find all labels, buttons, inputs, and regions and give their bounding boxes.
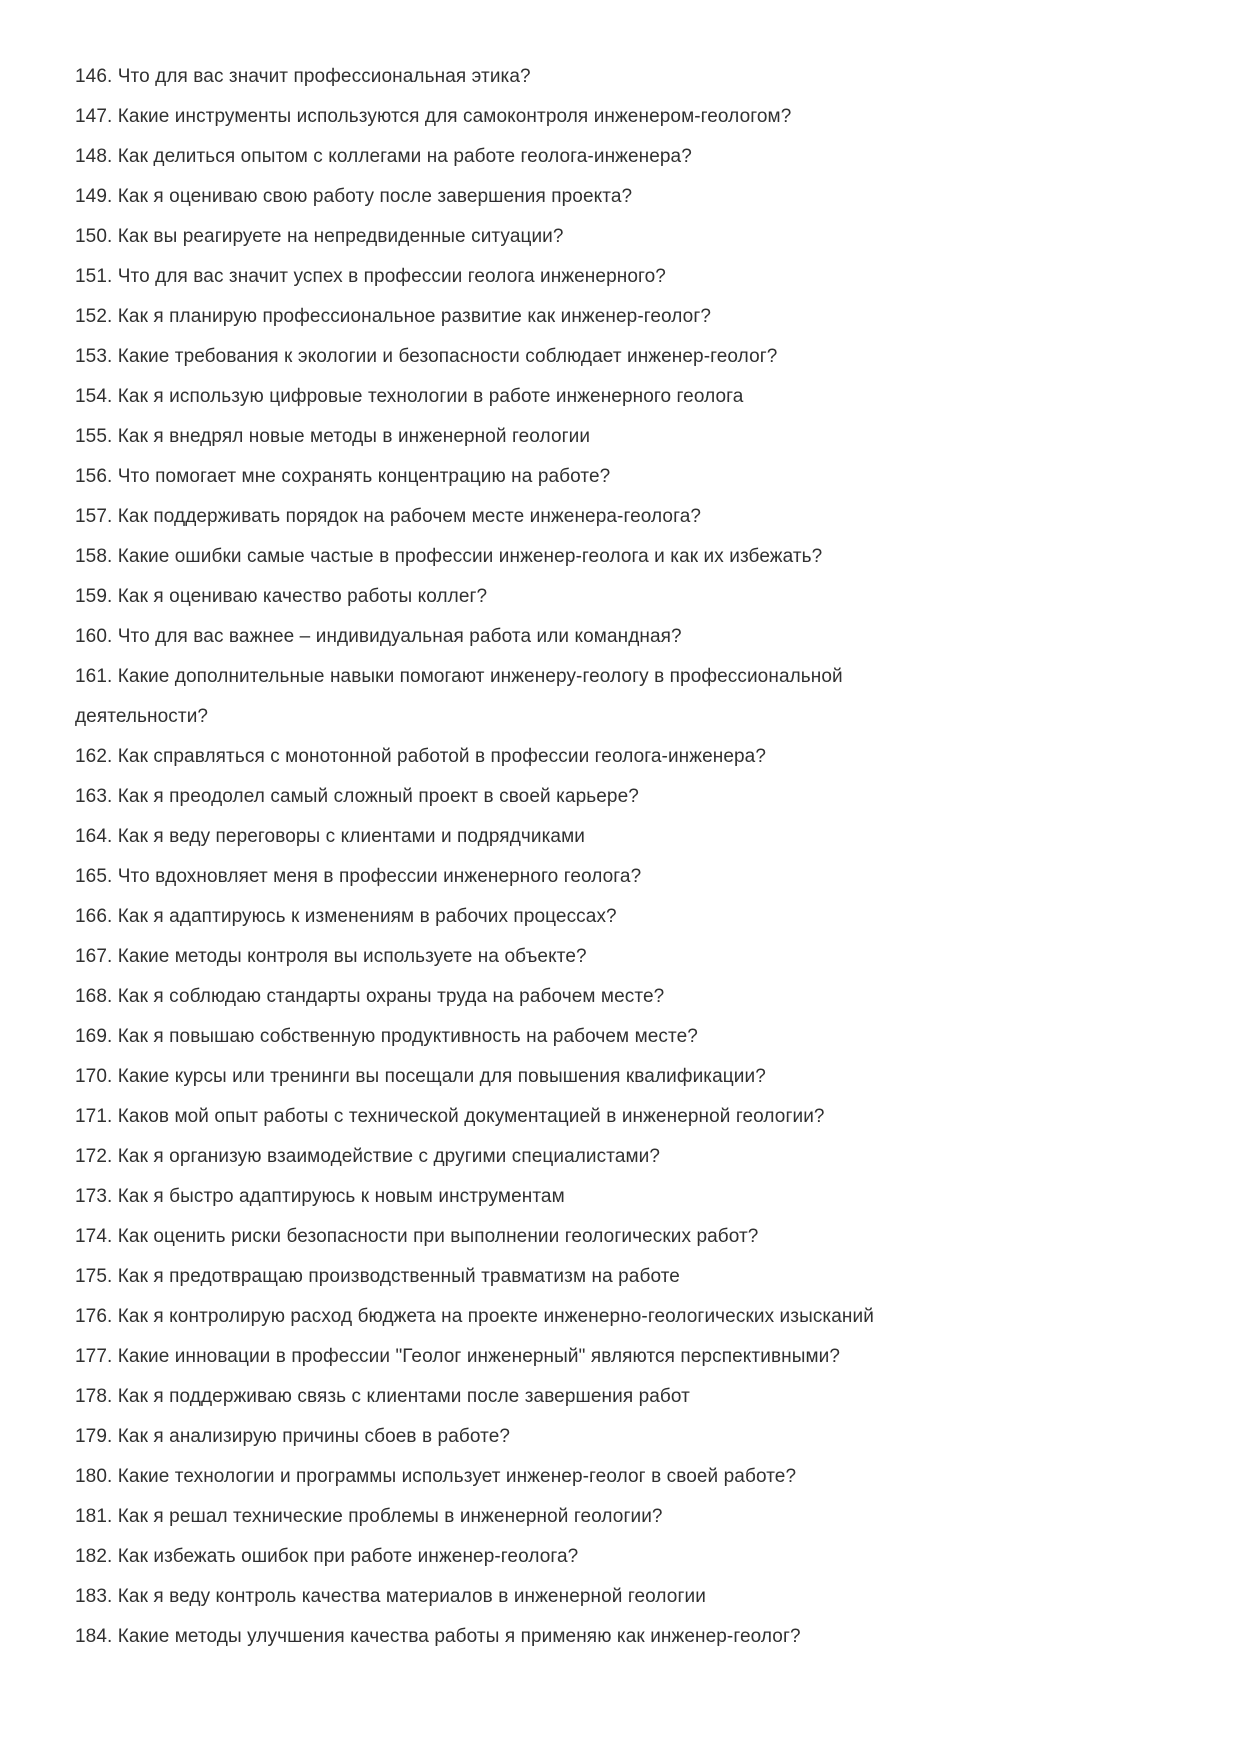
list-item: 162. Как справляться с монотонной работой в профессии геолога-инженера? [75, 746, 767, 767]
list-item: 155. Как я внедрял новые методы в инженерной геологии [75, 426, 591, 447]
list-item: 150. Как вы реагируете на непредвиденные ситуации? [75, 226, 564, 247]
list-item: 169. Как я повышаю собственную продуктивность на рабочем месте? [75, 1026, 698, 1047]
list-item-continuation: деятельности? [75, 706, 209, 727]
list-item: 179. Как я анализирую причины сбоев в работе? [75, 1426, 511, 1447]
list-item: 165. Что вдохновляет меня в профессии инженерного геолога? [75, 866, 642, 887]
list-item: 149. Как я оцениваю свою работу после завершения проекта? [75, 186, 633, 207]
list-item: 167. Какие методы контроля вы используете на объекте? [75, 946, 587, 967]
list-item: 172. Как я организую взаимодействие с другими специалистами? [75, 1146, 661, 1167]
list-item: 174. Как оценить риски безопасности при выполнении геологических работ? [75, 1226, 759, 1247]
list-item: 180. Какие технологии и программы использует инженер-геолог в своей работе? [75, 1466, 797, 1487]
list-item: 163. Как я преодолел самый сложный проект в своей карьере? [75, 786, 639, 807]
list-item: 175. Как я предотвращаю производственный травматизм на работе [75, 1266, 680, 1287]
list-item: 160. Что для вас важнее – индивидуальная работа или командная? [75, 626, 682, 647]
list-item: 178. Как я поддерживаю связь с клиентами после завершения работ [75, 1386, 690, 1407]
list-item: 177. Какие инновации в профессии "Геолог инженерный" являются перспективными? [75, 1346, 841, 1367]
list-item: 146. Что для вас значит профессиональная этика? [75, 66, 531, 87]
list-item: 151. Что для вас значит успех в профессии геолога инженерного? [75, 266, 666, 287]
list-item: 156. Что помогает мне сохранять концентрацию на работе? [75, 466, 611, 487]
question-list [75, 57, 1190, 1657]
list-item: 184. Какие методы улучшения качества работы я применяю как инженер-геолог? [75, 1626, 801, 1647]
list-item: 147. Какие инструменты используются для самоконтроля инженером-геологом? [75, 106, 792, 127]
list-item: 152. Как я планирую профессиональное развитие как инженер-геолог? [75, 306, 712, 327]
list-item: 173. Как я быстро адаптируюсь к новым инструментам [75, 1186, 565, 1207]
list-item: 168. Как я соблюдаю стандарты охраны труда на рабочем месте? [75, 986, 665, 1007]
list-item: 176. Как я контролирую расход бюджета на проекте инженерно-геологических изысканий [75, 1306, 874, 1327]
list-item: 153. Какие требования к экологии и безопасности соблюдает инженер-геолог? [75, 346, 778, 367]
list-item: 154. Как я использую цифровые технологии в работе инженерного геолога [75, 386, 744, 407]
list-item: 181. Как я решал технические проблемы в инженерной геологии? [75, 1506, 663, 1527]
list-item: 183. Как я веду контроль качества материалов в инженерной геологии [75, 1586, 706, 1607]
list-item: 159. Как я оцениваю качество работы коллег? [75, 586, 488, 607]
list-item: 171. Каков мой опыт работы с технической документацией в инженерной геологии? [75, 1106, 825, 1127]
list-item: 157. Как поддерживать порядок на рабочем месте инженера-геолога? [75, 506, 702, 527]
list-item: 166. Как я адаптируюсь к изменениям в рабочих процессах? [75, 906, 617, 927]
list-item: 148. Как делиться опытом с коллегами на работе геолога-инженера? [75, 146, 692, 167]
list-item: 158. Какие ошибки самые частые в профессии инженер-геолога и как их избежать? [75, 546, 823, 567]
list-item: 170. Какие курсы или тренинги вы посещали для повышения квалификации? [75, 1066, 766, 1087]
list-item: 161. Какие дополнительные навыки помогают инженеру-геологу в профессиональной [75, 666, 843, 687]
list-item: 164. Как я веду переговоры с клиентами и подрядчиками [75, 826, 585, 847]
list-item: 182. Как избежать ошибок при работе инженер-геолога? [75, 1546, 579, 1567]
